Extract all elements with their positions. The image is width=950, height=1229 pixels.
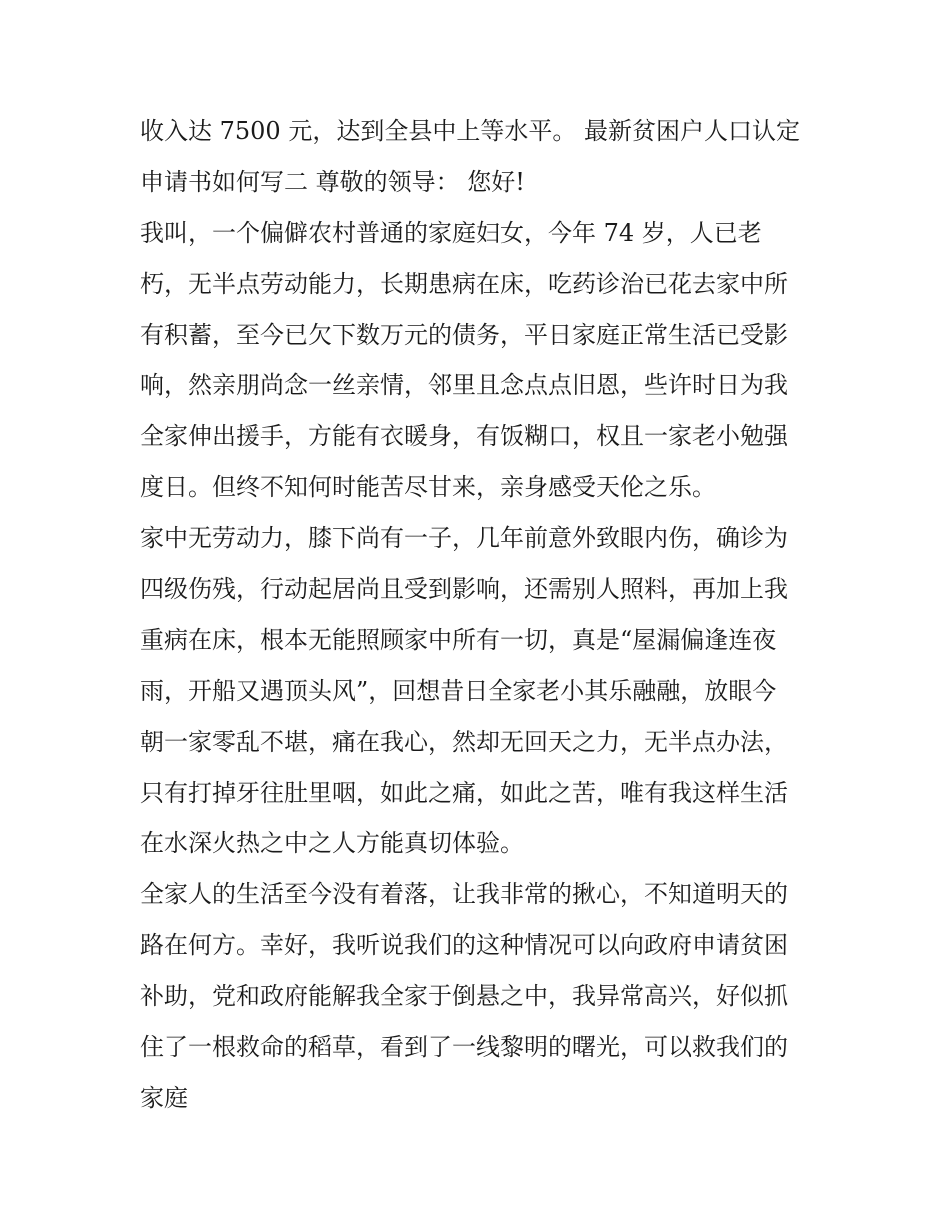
text-line: 全家人的生活至今没有着落，让我非常的揪心，不知道明天的: [140, 880, 788, 909]
document-body: [140, 106, 820, 1124]
text-line: 度日。但终不知何时能苦尽甘来，亲身感受天伦之乐。: [140, 473, 716, 502]
text-line: 朽，无半点劳动能力，长期患病在床，吃药诊治已花去家中所: [140, 269, 788, 298]
text-line: 收入达 7500 元，达到全县中上等水平。 最新贫困户人口认定: [140, 117, 800, 145]
text-line: 补助，党和政府能解我全家于倒悬之中，我异常高兴，好似抓: [140, 982, 788, 1011]
text-line: 四级伤残，行动起居尚且受到影响，还需别人照料，再加上我: [140, 575, 788, 604]
text-line: 我叫，一个偏僻农村普通的家庭妇女，今年 74 岁，人已老: [140, 218, 762, 247]
text-line: 有积蓄，至今已欠下数万元的债务，平日家庭正常生活已受影: [140, 320, 788, 349]
text-line: 家中无劳动力，膝下尚有一子，几年前意外致眼内伤，确诊为: [140, 524, 788, 553]
text-line: 朝一家零乱不堪，痛在我心，然却无回天之力，无半点办法，: [140, 727, 788, 756]
text-line: 路在何方。幸好，我听说我们的这种情况可以向政府申请贫困: [140, 931, 788, 960]
text-line: 在水深火热之中之人方能真切体验。: [140, 829, 524, 858]
text-line: 住了一根救命的稻草，看到了一线黎明的曙光，可以救我们的: [140, 1033, 788, 1062]
text-line: 响，然亲朋尚念一丝亲情，邻里且念点点旧恩，些许时日为我: [140, 371, 788, 400]
text-line: 家庭: [140, 1083, 188, 1112]
text-line: 申请书如何写二 尊敬的领导： 您好!: [140, 167, 525, 196]
text-line: 重病在床，根本无能照顾家中所有一切，真是“屋漏偏逢连夜: [140, 625, 777, 654]
text-line: 全家伸出援手，方能有衣暖身，有饭糊口，权且一家老小勉强: [140, 422, 788, 451]
text-line: 只有打掉牙往肚里咽，如此之痛，如此之苦，唯有我这样生活: [140, 778, 788, 807]
text-line: 雨，开船又遇顶头风”，回想昔日全家老小其乐融融，放眼今: [140, 676, 777, 705]
